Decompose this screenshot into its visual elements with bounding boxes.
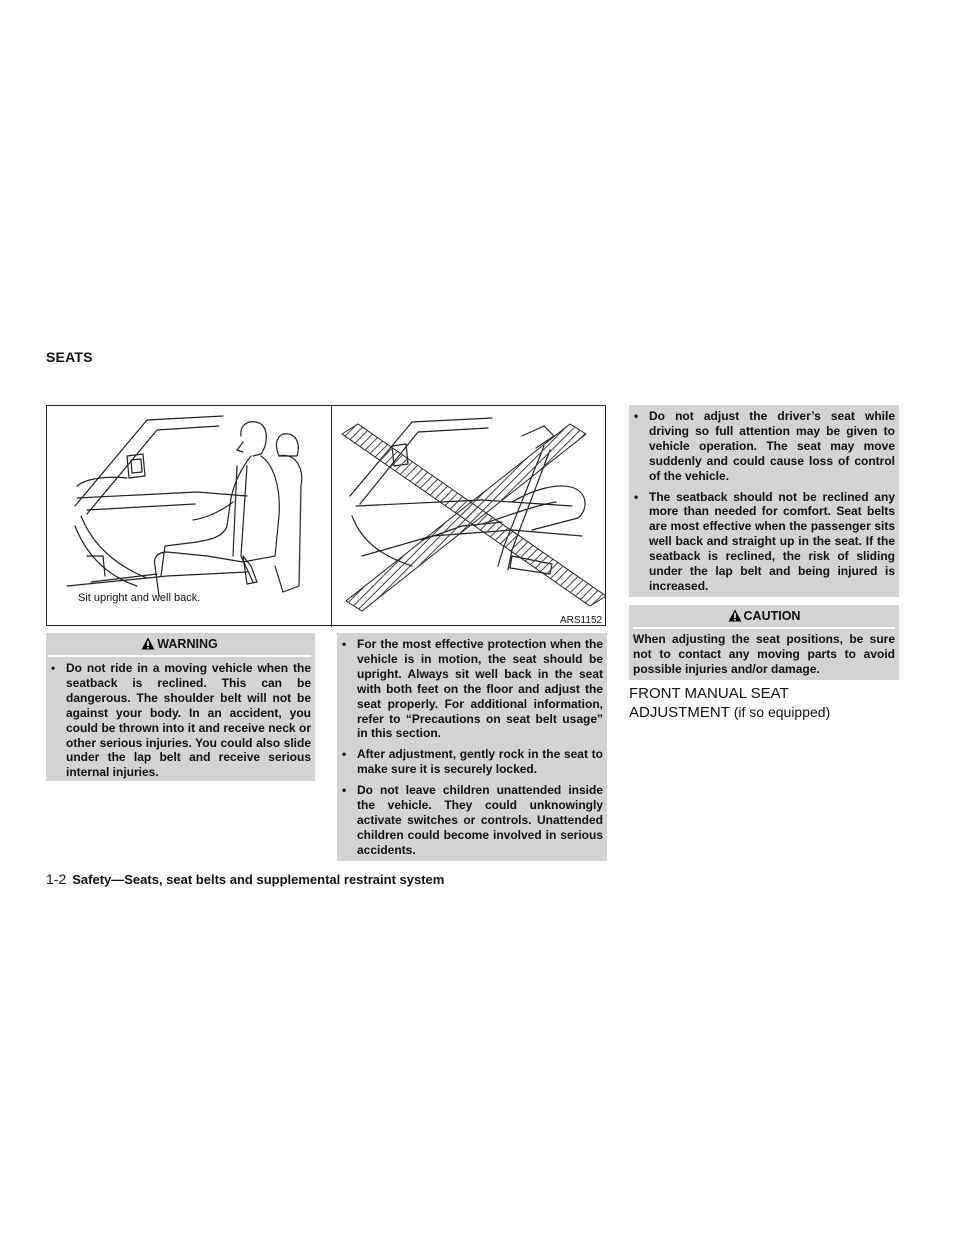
warning-continued-list — [339, 637, 603, 858]
subsection-qualifier: (if so equipped) — [733, 704, 831, 720]
subsection-heading-line1: FRONT MANUAL SEAT — [629, 685, 789, 702]
chapter-title: Safety—Seats, seat belts and supplemental restraint system — [72, 872, 445, 887]
seat-position-illustration — [46, 405, 606, 626]
subsection-heading — [629, 685, 899, 722]
warning-col3-box — [629, 405, 899, 597]
section-title: SEATS — [46, 349, 93, 365]
upright-seating-drawing — [47, 406, 331, 627]
warning-list — [48, 657, 311, 780]
caution-triangle-icon — [728, 609, 742, 622]
warning-box — [46, 633, 315, 781]
list-item: • Do not ride in a moving vehicle when the seatback is reclined. This can be dangerous. The shoulder belt will not be against your body. In an accident, you could be thrown into it and receive neck or other serious injuries. You could also slide under the lap belt and receive serious internal injuries. — [48, 661, 311, 780]
list-item: • After adjustment, gently rock in the seat to make sure it is securely locked. — [339, 747, 603, 777]
page-number: 1-2 — [46, 871, 67, 887]
list-item: • For the most effective protection when the vehicle is in motion, the seat should be upright. Always sit well back in the seat with both feet on the floor and adjust the seat properly. For additional information, refer to “Precautions on seat belt usage” in this section. — [339, 637, 603, 741]
warning-continued-box — [337, 633, 607, 861]
list-item: • Do not adjust the driver’s seat while driving so full attention may be given to vehicle operation. The seat may move suddenly and could cause loss of control of the vehicle. — [631, 409, 895, 484]
reclined-seating-crossed-drawing — [332, 406, 606, 627]
caution-heading-text: CAUTION — [743, 609, 801, 623]
warning-heading-text: WARNING — [157, 637, 218, 651]
figure-caption: Sit upright and well back. — [78, 592, 201, 604]
list-item: • The seatback should not be reclined any more than needed for comfort. Seat belts are most effective when the passenger sits well back and straight up in the seat. If the seatback is reclined, the risk of sliding under the lap belt and being injured is increased. — [631, 490, 895, 594]
warning-col3-list — [631, 409, 895, 594]
caution-box — [629, 605, 899, 680]
caution-heading — [633, 605, 895, 629]
list-item: • Do not leave children unattended inside the vehicle. They could unknowingly activate switches or controls. Unattended children could become involved in serious accidents. — [339, 783, 603, 858]
figure-code: ARS1152 — [560, 615, 603, 626]
page-footer — [46, 871, 444, 887]
caution-text: When adjusting the seat positions, be sure not to contact any moving parts to avoid possible injuries and/or damage. — [633, 632, 895, 676]
warning-triangle-icon — [141, 637, 155, 650]
subsection-heading-line2: ADJUSTMENT — [629, 704, 730, 721]
warning-heading — [48, 633, 311, 657]
